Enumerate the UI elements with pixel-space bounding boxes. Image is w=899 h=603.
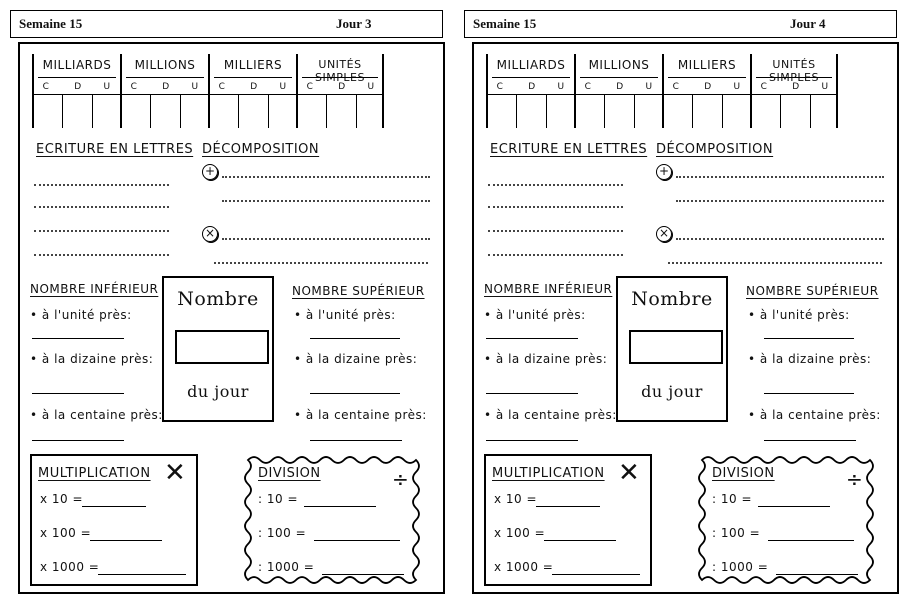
- multiply-1000-answer[interactable]: [98, 574, 186, 575]
- worksheet-1: [10, 10, 443, 594]
- worksheet-body: [472, 42, 899, 594]
- bullet-icon: •: [484, 308, 492, 322]
- divide-1000-label: : 1000 =: [712, 560, 769, 574]
- multiply-1000-answer[interactable]: [552, 574, 640, 575]
- upper-ten-answer[interactable]: [310, 393, 400, 394]
- number-of-the-day-subtitle: du jour: [187, 382, 249, 401]
- lower-hundred-label: • à la centaine près:: [484, 408, 617, 422]
- upper-unit-answer[interactable]: [310, 338, 400, 339]
- worksheet-header: [10, 10, 443, 38]
- lower-hundred-answer[interactable]: [486, 440, 578, 441]
- decomposition-line[interactable]: [214, 262, 428, 264]
- worksheet-header: [464, 10, 897, 38]
- division-box: [242, 454, 420, 586]
- divide-1000-answer[interactable]: [776, 574, 858, 575]
- upper-unit-label: • à l'unité près:: [748, 308, 850, 322]
- multiply-10-label: x 10 =: [40, 492, 84, 506]
- day-label: Jour 4: [790, 16, 826, 31]
- upper-ten-label: • à la dizaine près:: [294, 352, 418, 366]
- divide-10-answer[interactable]: [758, 506, 830, 507]
- col-c: C: [130, 82, 138, 92]
- group-title: MILLIERS: [677, 58, 737, 72]
- lower-ten-label: • à la dizaine près:: [484, 352, 608, 366]
- multiply-icon: ✕: [618, 458, 641, 488]
- writing-line[interactable]: [488, 254, 623, 256]
- col-d: D: [338, 82, 346, 92]
- decomposition-line[interactable]: [676, 238, 884, 240]
- upper-number-title: NOMBRE SUPÉRIEUR: [292, 284, 425, 298]
- col-u: U: [557, 82, 565, 92]
- col-d: D: [162, 82, 170, 92]
- group-title: UNITÉS SIMPLES: [769, 58, 819, 84]
- multiply-100-answer[interactable]: [90, 540, 162, 541]
- plus-icon: +: [656, 164, 672, 180]
- bullet-icon: •: [748, 308, 756, 322]
- upper-ten-label: • à la dizaine près:: [748, 352, 872, 366]
- bullet-icon: •: [30, 308, 38, 322]
- week-label: Semaine 15: [473, 16, 537, 31]
- col-u: U: [821, 82, 829, 92]
- upper-hundred-label: • à la centaine près:: [294, 408, 427, 422]
- division-box: [696, 454, 874, 586]
- bullet-icon: •: [294, 308, 302, 322]
- group-title: MILLIARDS: [496, 58, 566, 72]
- multiply-100-label: x 100 =: [494, 526, 546, 540]
- col-c: C: [496, 82, 504, 92]
- lower-ten-answer[interactable]: [32, 393, 124, 394]
- place-value-table: [486, 54, 836, 128]
- writing-line[interactable]: [488, 184, 623, 186]
- division-title: DIVISION: [712, 466, 775, 481]
- times-icon: ×: [656, 226, 672, 242]
- decomposition-line[interactable]: [668, 262, 882, 264]
- lower-hundred-answer[interactable]: [32, 440, 124, 441]
- multiply-10-label: x 10 =: [494, 492, 538, 506]
- writing-line[interactable]: [34, 230, 169, 232]
- group-milliards: [486, 54, 574, 128]
- multiply-100-label: x 100 =: [40, 526, 92, 540]
- upper-unit-answer[interactable]: [764, 338, 854, 339]
- col-u: U: [367, 82, 375, 92]
- col-c: C: [760, 82, 768, 92]
- decomposition-title: DÉCOMPOSITION: [202, 142, 320, 157]
- upper-hundred-label: • à la centaine près:: [748, 408, 881, 422]
- group-title: MILLIONS: [588, 58, 650, 72]
- bullet-icon: •: [484, 408, 492, 422]
- lower-number-title: NOMBRE INFÉRIEUR: [484, 282, 613, 296]
- group-title: MILLIONS: [134, 58, 196, 72]
- group-unites-simples: [750, 54, 838, 128]
- plus-icon: +: [202, 164, 218, 180]
- group-title: MILLIARDS: [42, 58, 112, 72]
- number-of-the-day-subtitle: du jour: [641, 382, 703, 401]
- worksheet-2: [464, 10, 897, 594]
- col-d: D: [528, 82, 536, 92]
- group-milliers: [662, 54, 750, 128]
- col-u: U: [191, 82, 199, 92]
- writing-line[interactable]: [34, 206, 169, 208]
- divide-100-label: : 100 =: [712, 526, 761, 540]
- writing-line[interactable]: [488, 206, 623, 208]
- number-of-the-day-box: [162, 276, 274, 422]
- writing-line[interactable]: [34, 254, 169, 256]
- week-label: Semaine 15: [19, 16, 83, 31]
- divide-icon: ÷: [392, 467, 410, 491]
- upper-hundred-answer[interactable]: [310, 440, 402, 441]
- writing-line[interactable]: [488, 230, 623, 232]
- day-label: Jour 3: [336, 16, 372, 31]
- col-u: U: [103, 82, 111, 92]
- bullet-icon: •: [748, 352, 756, 366]
- decomposition-line[interactable]: [676, 200, 884, 202]
- col-c: C: [218, 82, 226, 92]
- number-of-the-day-box: [616, 276, 728, 422]
- col-d: D: [704, 82, 712, 92]
- multiplication-title: MULTIPLICATION: [492, 466, 605, 481]
- divide-10-answer[interactable]: [304, 506, 376, 507]
- lower-number-title: NOMBRE INFÉRIEUR: [30, 282, 159, 296]
- number-of-the-day-title: Nombre: [631, 288, 713, 310]
- lower-unit-answer[interactable]: [486, 338, 578, 339]
- number-of-the-day-title: Nombre: [177, 288, 259, 310]
- bullet-icon: •: [294, 352, 302, 366]
- group-milliers: [208, 54, 296, 128]
- group-title: UNITÉS SIMPLES: [315, 58, 365, 84]
- bullet-icon: •: [484, 352, 492, 366]
- group-millions: [120, 54, 208, 128]
- worksheet-body: [18, 42, 445, 594]
- divide-10-label: : 10 =: [712, 492, 752, 506]
- multiplication-box: [484, 454, 652, 586]
- divide-icon: ÷: [846, 467, 864, 491]
- divide-1000-answer[interactable]: [322, 574, 404, 575]
- bullet-icon: •: [30, 408, 38, 422]
- bullet-icon: •: [294, 408, 302, 422]
- bullet-icon: •: [748, 408, 756, 422]
- multiplication-box: [30, 454, 198, 586]
- group-millions: [574, 54, 662, 128]
- times-icon: ×: [202, 226, 218, 242]
- number-of-the-day-input[interactable]: [175, 330, 269, 364]
- group-milliards: [32, 54, 120, 128]
- lower-unit-label: • à l'unité près:: [484, 308, 586, 322]
- multiply-1000-label: x 1000 =: [40, 560, 100, 574]
- group-unites-simples: [296, 54, 384, 128]
- col-c: C: [306, 82, 314, 92]
- lower-unit-answer[interactable]: [32, 338, 124, 339]
- col-c: C: [42, 82, 50, 92]
- division-title: DIVISION: [258, 466, 321, 481]
- writing-title: ECRITURE EN LETTRES: [36, 142, 194, 157]
- multiply-1000-label: x 1000 =: [494, 560, 554, 574]
- col-c: C: [672, 82, 680, 92]
- multiply-10-answer[interactable]: [536, 506, 600, 507]
- col-d: D: [792, 82, 800, 92]
- writing-title: ECRITURE EN LETTRES: [490, 142, 648, 157]
- lower-unit-label: • à l'unité près:: [30, 308, 132, 322]
- lower-hundred-label: • à la centaine près:: [30, 408, 163, 422]
- place-value-table: [32, 54, 382, 128]
- decomposition-line[interactable]: [222, 176, 430, 178]
- bullet-icon: •: [30, 352, 38, 366]
- multiply-100-answer[interactable]: [544, 540, 616, 541]
- multiply-icon: ✕: [164, 458, 187, 488]
- decomposition-title: DÉCOMPOSITION: [656, 142, 774, 157]
- lower-ten-label: • à la dizaine près:: [30, 352, 154, 366]
- multiply-10-answer[interactable]: [82, 506, 146, 507]
- divide-100-label: : 100 =: [258, 526, 307, 540]
- multiplication-title: MULTIPLICATION: [38, 466, 151, 481]
- divide-1000-label: : 1000 =: [258, 560, 315, 574]
- divide-10-label: : 10 =: [258, 492, 298, 506]
- col-u: U: [645, 82, 653, 92]
- divide-100-answer[interactable]: [768, 540, 854, 541]
- lower-ten-answer[interactable]: [486, 393, 578, 394]
- col-u: U: [279, 82, 287, 92]
- group-title: MILLIERS: [223, 58, 283, 72]
- decomposition-line[interactable]: [222, 238, 430, 240]
- col-d: D: [74, 82, 82, 92]
- upper-hundred-answer[interactable]: [764, 440, 856, 441]
- upper-number-title: NOMBRE SUPÉRIEUR: [746, 284, 879, 298]
- col-c: C: [584, 82, 592, 92]
- writing-line[interactable]: [34, 184, 169, 186]
- decomposition-line[interactable]: [676, 176, 884, 178]
- number-of-the-day-input[interactable]: [629, 330, 723, 364]
- divide-100-answer[interactable]: [314, 540, 400, 541]
- upper-ten-answer[interactable]: [764, 393, 854, 394]
- upper-unit-label: • à l'unité près:: [294, 308, 396, 322]
- col-d: D: [250, 82, 258, 92]
- col-d: D: [616, 82, 624, 92]
- decomposition-line[interactable]: [222, 200, 430, 202]
- col-u: U: [733, 82, 741, 92]
